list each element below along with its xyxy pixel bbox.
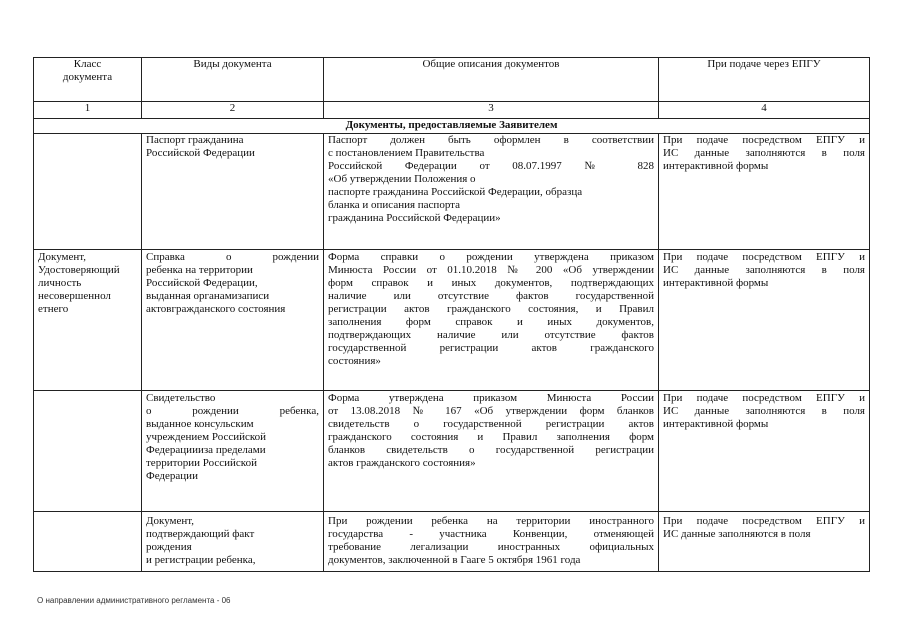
description-line: бланка и описания паспорта	[328, 199, 460, 211]
type-line: о рождении ребенка,	[146, 405, 319, 417]
epgu-line: интерактивной формы	[663, 160, 769, 172]
header-class	[34, 58, 142, 102]
description-line: наличие или отсутствие фактов государственной	[328, 290, 654, 302]
cell-description	[324, 512, 659, 572]
epgu-line: ИС данные заполняются в поля	[663, 405, 865, 417]
column-number-row	[34, 102, 870, 119]
epgu-line: При подаче посредством ЕПГУ и	[663, 392, 865, 404]
description-line: форм справок и иных документов, подтверждающих	[328, 277, 654, 289]
epgu-line: ИС данные заполняются в поля	[663, 147, 865, 159]
cell-class	[34, 391, 142, 512]
type-line: рождения	[146, 541, 192, 553]
description-line: документов, заключенной в Гааге 5 октября 1961 года	[328, 554, 581, 566]
header-description: Общие описания документов	[324, 58, 659, 102]
description-line: паспорте гражданина Российской Федерации, образца	[328, 186, 583, 198]
section-title: Документы, предоставляемые Заявителем	[34, 119, 870, 134]
type-line: подтверждающий факт	[146, 528, 255, 540]
description-line: Форма утверждена приказом Минюста России	[328, 392, 654, 404]
cell-epgu	[659, 250, 870, 391]
type-line: Свидетельство	[146, 392, 216, 404]
type-line: Документ,	[146, 515, 195, 527]
table-row	[34, 134, 870, 250]
type-line: территории Российской	[146, 457, 257, 469]
header-class-line: документа	[62, 71, 113, 83]
class-line: личность	[38, 277, 82, 289]
description-line: «Об утверждении Положения о	[328, 173, 476, 185]
header-epgu: При подаче через ЕПГУ	[659, 58, 870, 102]
cell-epgu	[659, 391, 870, 512]
description-line: заполнения форм справок и иных документов,	[328, 316, 654, 328]
description-line: Российской Федерации от 08.07.1997 № 828	[328, 160, 654, 172]
type-line: Федерациииза пределами	[146, 444, 266, 456]
type-line: и регистрации ребенка,	[146, 554, 256, 566]
type-line: Федерации	[146, 470, 198, 482]
epgu-line: ИС данные заполняются в поля	[663, 528, 811, 540]
cell-type	[142, 512, 324, 572]
type-line: выданная органамизаписи	[146, 290, 270, 302]
column-number: 3	[324, 102, 659, 119]
cell-description	[324, 134, 659, 250]
description-line: от 13.08.2018 № 167 «Об утверждении форм бланков	[328, 405, 654, 417]
epgu-line: ИС данные заполняются в поля	[663, 264, 865, 276]
description-line: подтверждающих наличие или отсутствие фактов	[328, 329, 654, 341]
column-number: 2	[142, 102, 324, 119]
description-line: Форма справки о рождении утверждена приказом	[328, 251, 654, 263]
type-line: ребенка на территории	[146, 264, 253, 276]
description-line: бланков свидетельств о государственной регистрации	[328, 444, 654, 456]
type-line: Паспорт гражданина	[146, 134, 244, 146]
type-line: выданное консульским	[146, 418, 254, 430]
column-number: 1	[34, 102, 142, 119]
cell-class	[34, 134, 142, 250]
description-line: регистрации актов гражданского состояния, и Правил	[328, 303, 654, 315]
table-row	[34, 512, 870, 572]
type-line: актовгражданского состояния	[146, 303, 286, 315]
cell-type	[142, 250, 324, 391]
description-line: состояния»	[328, 355, 381, 367]
type-line: учреждением Российской	[146, 431, 267, 443]
class-line: Документ,	[38, 251, 87, 263]
epgu-line: При подаче посредством ЕПГУ и	[663, 251, 865, 263]
class-line: етнего	[38, 303, 69, 315]
class-line: несовершеннол	[38, 290, 111, 302]
description-line: с постановлением Правительства	[328, 147, 485, 159]
table-header-row	[34, 58, 870, 102]
cell-epgu	[659, 512, 870, 572]
description-line: Минюста России от 01.10.2018 № 200 «Об утверждении	[328, 264, 654, 276]
header-type: Виды документа	[142, 58, 324, 102]
description-line: При рождении ребенка на территории иностранного	[328, 515, 654, 527]
description-line: требование легализации иностранных официальных	[328, 541, 654, 553]
table-row	[34, 391, 870, 512]
epgu-line: При подаче посредством ЕПГУ и	[663, 134, 865, 146]
page-footer: О направлении административного регламента - 06	[37, 596, 231, 605]
epgu-line: интерактивной формы	[663, 418, 769, 430]
cell-class	[34, 250, 142, 391]
class-line: Удостоверяющий	[38, 264, 120, 276]
cell-epgu	[659, 134, 870, 250]
cell-class	[34, 512, 142, 572]
description-line: государственной регистрации актов гражданского	[328, 342, 654, 354]
cell-type	[142, 134, 324, 250]
column-number: 4	[659, 102, 870, 119]
epgu-line: интерактивной формы	[663, 277, 769, 289]
table-row	[34, 250, 870, 391]
description-line: свидетельств о государственной регистрации актов	[328, 418, 654, 430]
header-class-line: Класс	[73, 58, 102, 70]
description-line: гражданина Российской Федерации»	[328, 212, 501, 224]
cell-type	[142, 391, 324, 512]
type-line: Справка о рождении	[146, 251, 319, 263]
description-line: гражданского состояния и Правил заполнения форм	[328, 431, 654, 443]
documents-table	[33, 57, 870, 572]
epgu-line: При подаче посредством ЕПГУ и	[663, 515, 865, 527]
description-line: актов гражданского состояния»	[328, 457, 476, 469]
type-line: Российской Федерации,	[146, 277, 258, 289]
section-row	[34, 119, 870, 134]
type-line: Российской Федерации	[146, 147, 255, 159]
description-line: Паспорт должен быть оформлен в соответствии	[328, 134, 654, 146]
description-line: государства - участника Конвенции, отменяющей	[328, 528, 654, 540]
cell-description	[324, 250, 659, 391]
cell-description	[324, 391, 659, 512]
